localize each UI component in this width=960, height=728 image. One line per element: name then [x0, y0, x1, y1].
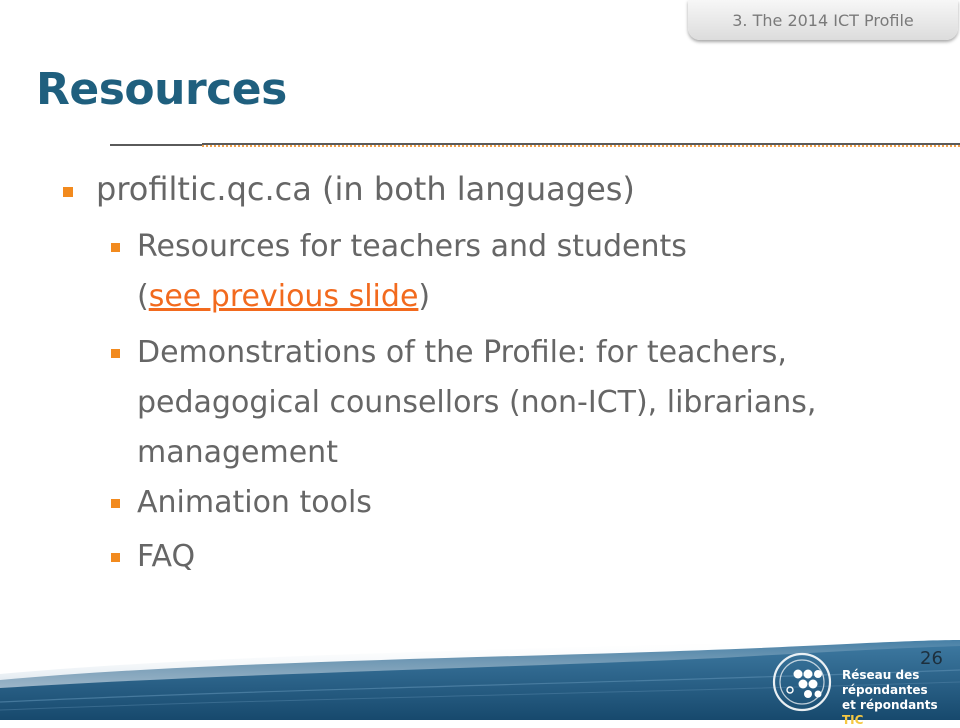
slide-title: Resources	[36, 64, 287, 115]
bullet-text: (	[137, 279, 149, 314]
title-rule-dotted	[202, 143, 960, 147]
logo-text	[842, 668, 960, 728]
logo-text-prefix: et répondants	[842, 698, 938, 712]
bullet-level1	[96, 170, 635, 208]
bullet-level2	[137, 478, 897, 528]
bullet-text: Resources for teachers and students	[137, 229, 687, 264]
title-rule	[110, 144, 202, 146]
see-previous-slide-link[interactable]: see previous slide	[148, 279, 419, 314]
bullet-marker-icon	[111, 243, 120, 252]
bullet-text: management	[137, 435, 338, 470]
bullet-text: profiltic.qc.ca (in both languages)	[96, 170, 635, 208]
logo-text-line2	[842, 698, 960, 728]
bullet-marker-icon	[111, 349, 120, 358]
bullet-marker-icon	[63, 187, 73, 197]
section-tab[interactable]	[688, 0, 958, 40]
bullet-level2	[137, 328, 897, 478]
network-circle-logo-icon	[770, 650, 834, 714]
bullet-level2	[137, 222, 897, 322]
section-tab-label: 3. The 2014 ICT Profile	[732, 10, 914, 30]
bullet-marker-icon	[111, 553, 120, 562]
logo-text-line1: Réseau des répondantes	[842, 668, 928, 697]
bullet-text: FAQ	[137, 539, 196, 574]
bullet-text: Animation tools	[137, 485, 372, 520]
bullet-text: Demonstrations of the Profile: for teachers,	[137, 335, 787, 370]
bullet-text: )	[418, 279, 431, 314]
bullet-level2	[137, 532, 897, 582]
logo-text-tic: TIC	[842, 713, 864, 727]
bullet-text: pedagogical counsellors (non-ICT), librarians,	[137, 385, 817, 420]
page-number: 26	[920, 648, 943, 669]
bullet-marker-icon	[111, 499, 120, 508]
